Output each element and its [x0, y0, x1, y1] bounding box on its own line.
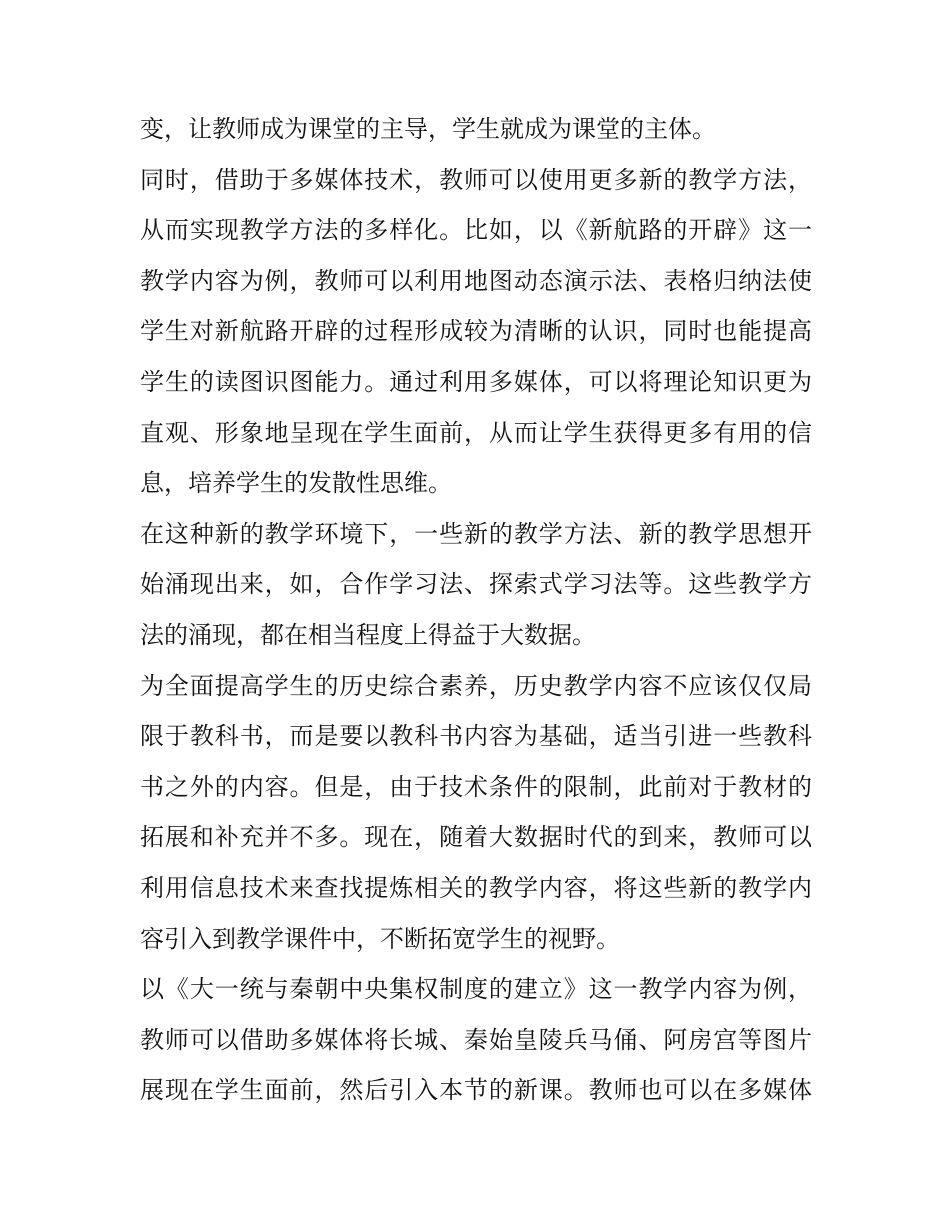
text-line: 在这种新的教学环境下，一些新的教学方法、新的教学思想开	[140, 519, 812, 548]
text-line: 拓展和补充并不多。现在，随着大数据时代的到来，教师可以	[140, 823, 812, 852]
text-line: 展现在学生面前，然后引入本节的新课。教师也可以在多媒体	[140, 1076, 812, 1105]
text-line: 学生对新航路开辟的过程形成较为清晰的认识，同时也能提高	[140, 317, 812, 346]
body-text	[140, 104, 812, 1116]
text-line: 法的涌现，都在相当程度上得益于大数据。	[140, 620, 596, 649]
text-line: 教学内容为例，教师可以利用地图动态演示法、表格归纳法使	[140, 266, 812, 295]
text-line: 书之外的内容。但是，由于技术条件的限制，此前对于教材的	[140, 772, 812, 801]
text-line: 始涌现出来，如，合作学习法、探索式学习法等。这些教学方	[140, 570, 812, 599]
text-line: 利用信息技术来查找提炼相关的教学内容，将这些新的教学内	[140, 873, 812, 902]
text-line: 为全面提高学生的历史综合素养，历史教学内容不应该仅仅局	[140, 671, 812, 700]
text-line: 直观、形象地呈现在学生面前，从而让学生获得更多有用的信	[140, 418, 812, 447]
text-line: 变，让教师成为课堂的主导，学生就成为课堂的主体。	[140, 115, 716, 143]
text-line: 容引入到教学课件中，不断拓宽学生的视野。	[140, 924, 620, 953]
text-line: 教师可以借助多媒体将长城、秦始皇陵兵马俑、阿房宫等图片	[140, 1025, 812, 1054]
text-line: 限于教科书，而是要以教科书内容为基础，适当引进一些教科	[140, 722, 812, 751]
text-line: 以《大一统与秦朝中央集权制度的建立》这一教学内容为例，	[140, 975, 812, 1004]
text-line: 息，培养学生的发散性思维。	[140, 469, 452, 498]
text-line: 同时，借助于多媒体技术，教师可以使用更多新的教学方法，	[140, 165, 812, 194]
text-line: 学生的读图识图能力。通过利用多媒体，可以将理论知识更为	[140, 367, 812, 396]
text-line: 从而实现教学方法的多样化。比如，以《新航路的开辟》这一	[140, 216, 812, 245]
